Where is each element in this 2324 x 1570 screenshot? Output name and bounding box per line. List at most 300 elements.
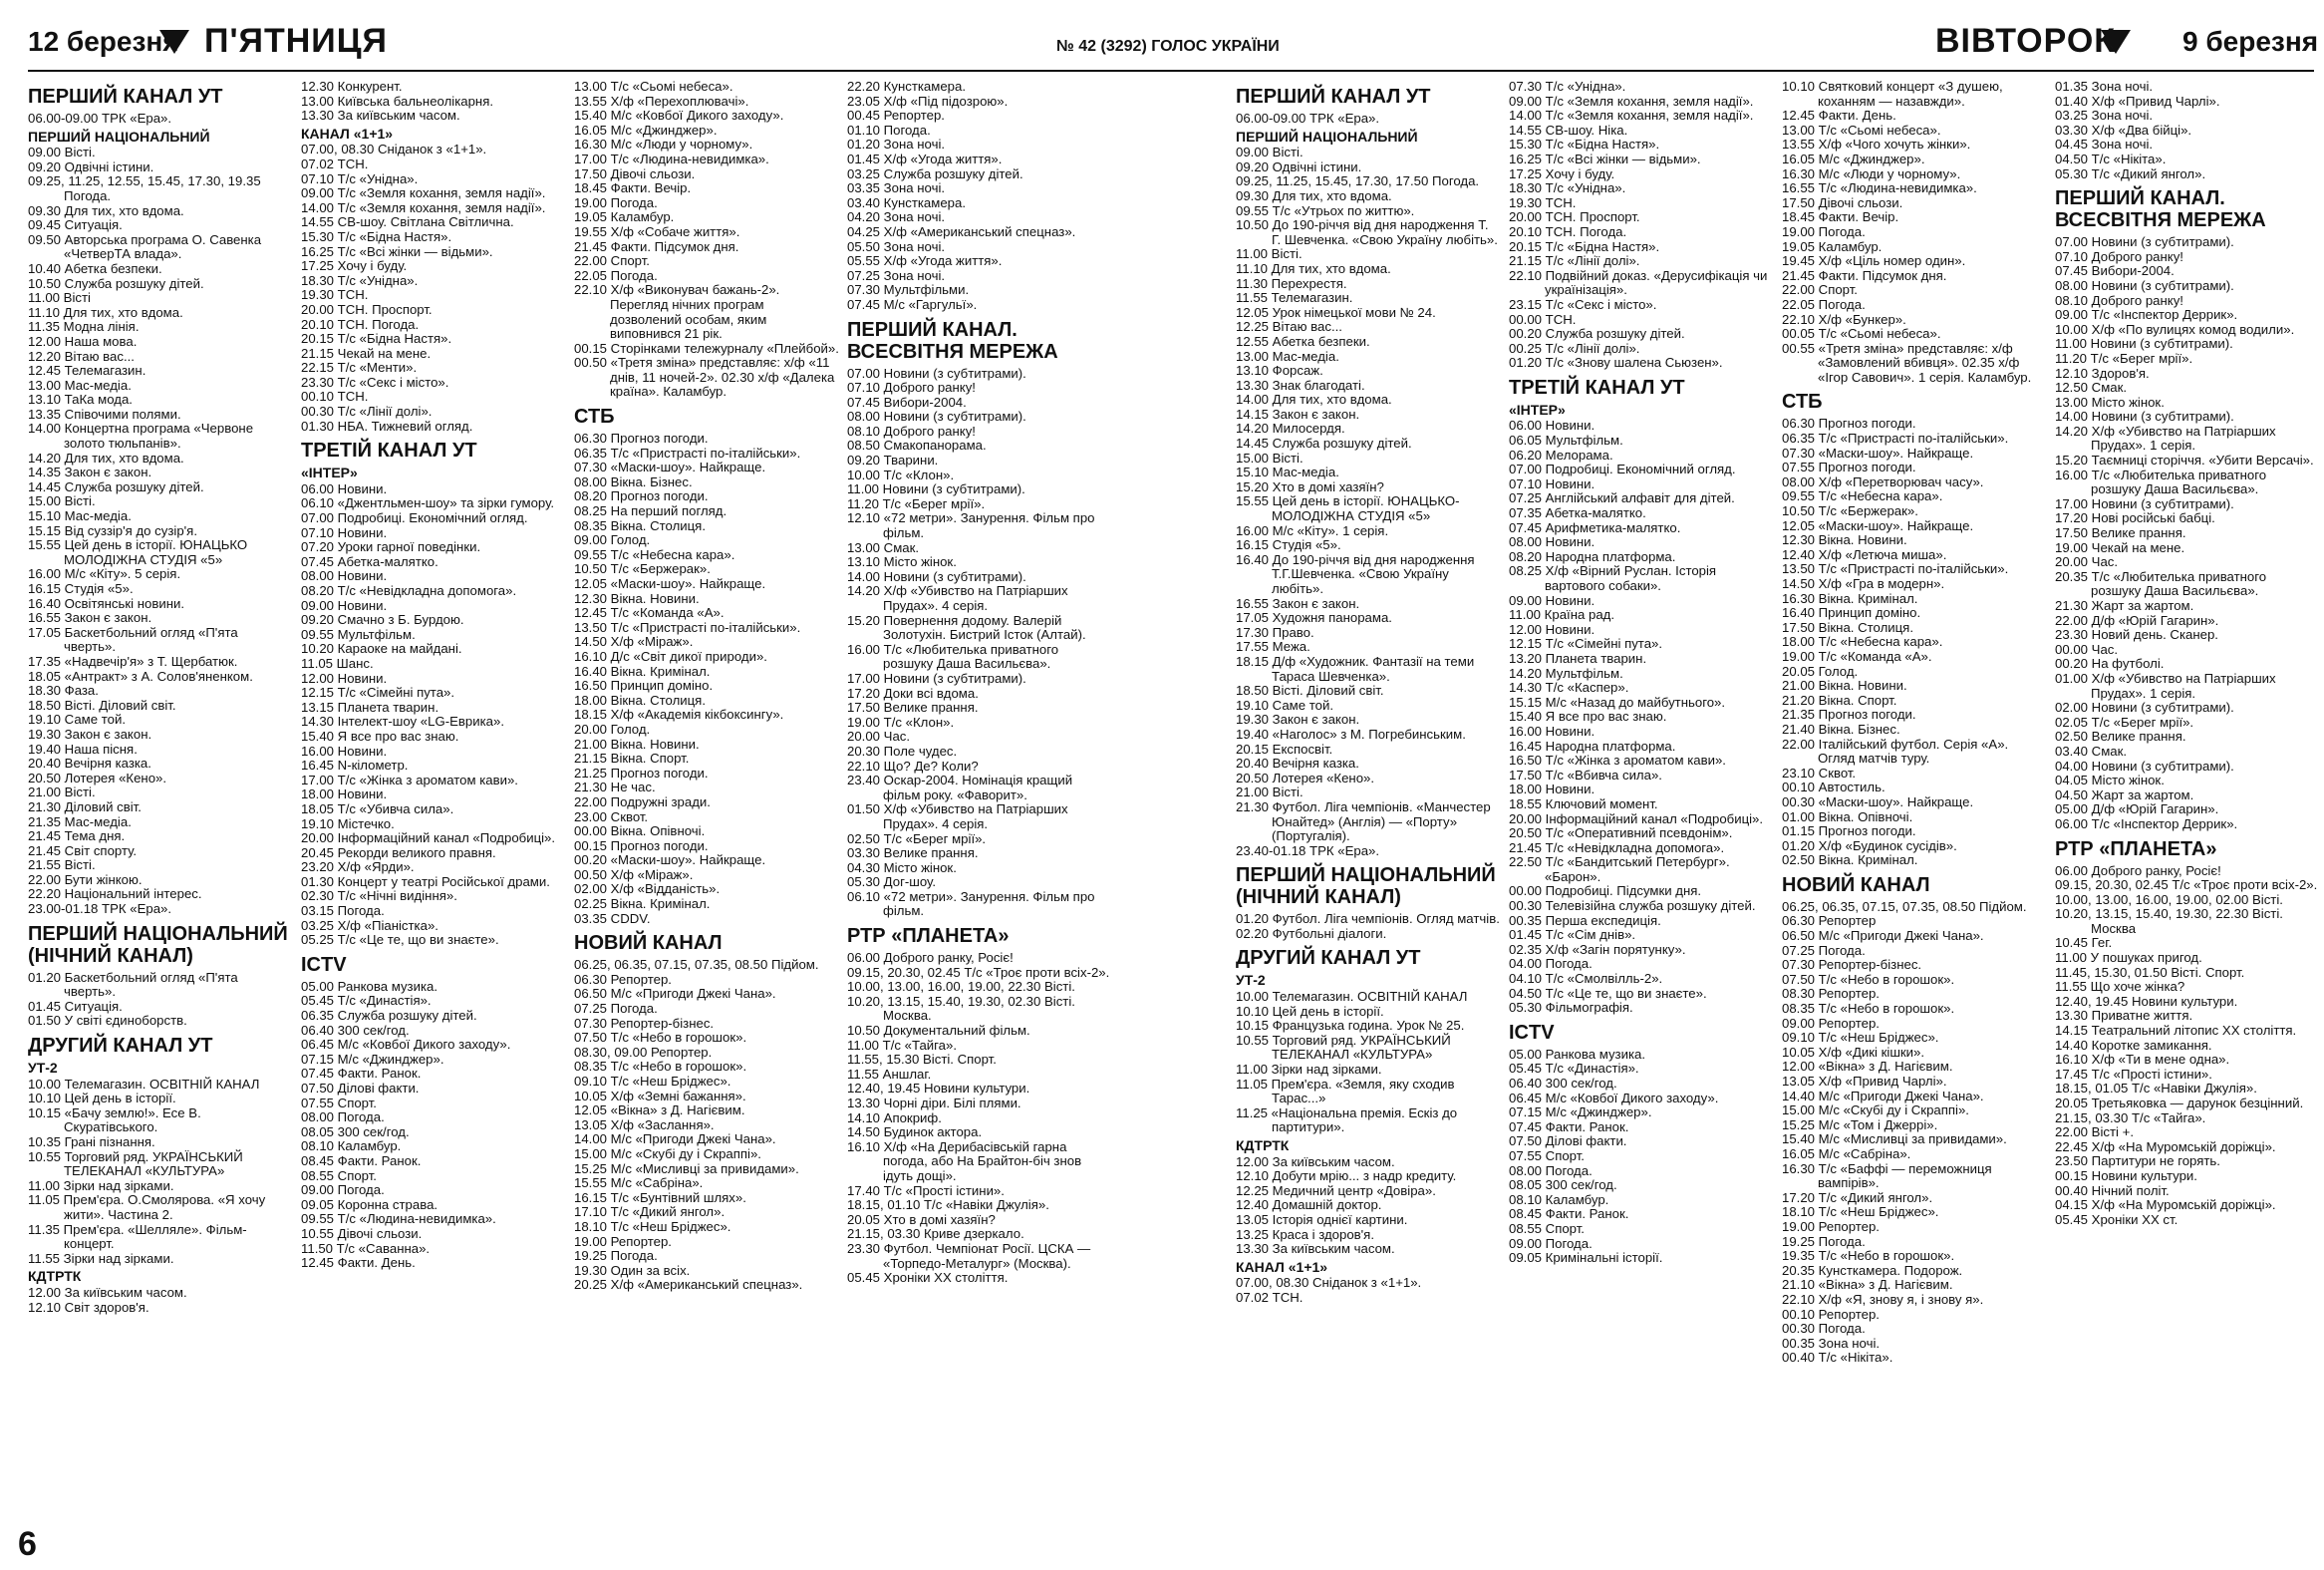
- program-line: 02.05 Т/с «Берег мрії».: [2055, 714, 2194, 730]
- program-line: 17.00 Т/с «Жінка з ароматом кави».: [301, 772, 518, 787]
- program-line: 09.55 Т/с «Небесна кара».: [574, 546, 735, 562]
- program-line: 16.50 Т/с «Жінка з ароматом кави».: [1509, 753, 1726, 769]
- program-line: 14.15 Театральний літопис XX століття.: [2055, 1023, 2297, 1039]
- program-line: 01.50 У світі єдиноборств.: [28, 1013, 187, 1029]
- program-line: 14.45 Служба розшуку дітей.: [1236, 436, 1412, 452]
- program-line: 23.40 Оскар-2004. Номінація кращий фільм року. «Фаворит».: [847, 773, 1073, 802]
- program-line: 00.55 «Третя зміна» представляє: х/ф «Замовлений вбивця». 02.35 х/ф «Ігор Савович». 1 серія. Каламбур.: [1782, 340, 2032, 385]
- program-line: 11.55 Що хоче жінка?: [2055, 979, 2185, 995]
- program-line: 08.20 Прогноз погоди.: [574, 488, 709, 504]
- program-line: 08.30, 09.00 Репортер.: [574, 1044, 713, 1060]
- program-line: 07.20 Уроки гарної поведінки.: [301, 539, 481, 555]
- program-line: 01.00 Х/ф «Убивство на Патріарших Прудах». 1 серія.: [2055, 670, 2276, 701]
- program-line: 15.30 Т/с «Бідна Настя».: [301, 228, 452, 244]
- program-line: 10.20 Караоке на майдані.: [301, 641, 462, 657]
- program-line: 15.40 Я все про вас знаю.: [1509, 709, 1667, 725]
- program-line: 09.20 Одвічні істини.: [28, 158, 154, 174]
- program-line: 21.45 Тема дня.: [28, 828, 126, 844]
- program-line: 00.00 ТСН.: [1509, 311, 1577, 327]
- program-line: 12.25 Вітаю вас...: [1236, 319, 1342, 335]
- program-line: 07.30 Репортер-бізнес.: [1782, 957, 1922, 973]
- program-line: 16.05 М/с «Джинджер».: [574, 122, 718, 138]
- program-line: 14.20 Х/ф «Убивство на Патріарших Прудах». 1 серія.: [2055, 423, 2276, 454]
- program-line: 22.10 Подвійний доказ. «Дерусифікація чи українізація».: [1509, 267, 1768, 298]
- program-line: 13.15 Планета тварин.: [301, 699, 439, 715]
- program-line: 07.15 М/с «Джинджер».: [301, 1051, 444, 1067]
- program-line: 22.00 Спорт.: [574, 253, 650, 269]
- program-line: 14.00 Новини (з субтитрами).: [2055, 409, 2234, 425]
- program-line: 07.55 Спорт.: [301, 1095, 377, 1110]
- program-line: 10.55 Торговий ряд. УКРАЇНСЬКИЙ ТЕЛЕКАНАЛ «КУЛЬТУРА»: [1236, 1032, 1451, 1063]
- program-line: 03.30 Х/ф «Два бійці».: [2055, 122, 2192, 138]
- program-line: 22.10 Х/ф «Я, знову я, і знову я».: [1782, 1291, 1984, 1307]
- column-4: [847, 80, 1112, 1286]
- program-line: 07.50 Ділові факти.: [301, 1081, 420, 1096]
- program-line: 09.00 Голод.: [574, 532, 651, 548]
- program-line: 06.30 Репортер: [1782, 913, 1877, 929]
- program-line: 21.45 Світ спорту.: [28, 842, 138, 858]
- program-line: 12.40 Х/ф «Летюча миша».: [1782, 546, 1947, 562]
- program-line: 06.35 Т/с «Пристрасті по-італійськи».: [1782, 431, 2009, 447]
- program-line: 15.40 Я все про вас знаю.: [301, 728, 459, 744]
- program-line: 11.20 Т/с «Берег мрії».: [2055, 350, 2193, 366]
- program-line: 03.25 Зона ночі.: [2055, 108, 2154, 124]
- program-line: 11.25 «Національна премія. Ескіз до партитури».: [1236, 1104, 1458, 1135]
- program-line: 19.35 Т/с «Небо в горошок».: [1782, 1248, 1955, 1264]
- program-line: 10.40 Абетка безпеки.: [28, 260, 162, 276]
- program-line: 09.25, 11.25, 12.55, 15.45, 17.30, 19.35 Погода.: [28, 173, 261, 203]
- program-line: 23.20 Х/ф «Ярди».: [301, 859, 415, 875]
- program-line: 10.00, 13.00, 16.00, 19.00, 02.00 Вісті.: [2055, 891, 2283, 907]
- program-line: 09.50 Авторська програма О. Савенка «ЧетверТА влада».: [28, 231, 262, 262]
- program-line: 20.25 Х/ф «Американський спецназ».: [574, 1277, 803, 1293]
- program-line: 11.55 Телемагазин.: [1236, 290, 1353, 306]
- program-line: 07.25 Погода.: [574, 1001, 658, 1017]
- program-line: 10.00 Х/ф «По вулицях комод водили».: [2055, 321, 2295, 337]
- right-day-title: ВІВТОРОК: [1935, 22, 2117, 60]
- program-line: 08.20 Народна платформа.: [1509, 548, 1676, 564]
- program-line: 18.50 Вісті. Діловий світ.: [28, 697, 176, 713]
- program-line: 14.45 Служба розшуку дітей.: [28, 478, 204, 494]
- program-line: 00.10 Репортер.: [1782, 1306, 1880, 1322]
- program-line: 13.50 Т/с «Пристрасті по-італійськи».: [574, 619, 801, 635]
- program-line: 07.30 «Маски-шоу». Найкраще.: [1782, 445, 1974, 461]
- program-line: 20.05 Третьяковка — дарунок безцінний.: [2055, 1096, 2304, 1110]
- program-line: 18.00 Вікна. Столиця.: [574, 692, 706, 708]
- program-line: 09.00 Вісті.: [1236, 145, 1304, 160]
- program-line: 10.50 До 190-річчя від дня народження Т. Г. Шевченка. «Свою Україну любіть».: [1236, 217, 1498, 247]
- program-line: 03.35 Зона ночі.: [847, 180, 946, 196]
- program-line: 06.45 М/с «Ковбої Дикого заходу».: [1509, 1090, 1719, 1105]
- program-line: 20.00 ТСН. Проспорт.: [301, 301, 433, 317]
- program-line: 22.00 Вісті +.: [2055, 1124, 2134, 1140]
- channel-subheading: КДТРТК: [28, 1268, 82, 1285]
- program-line: 11.05 Прем'єра. «Земля, яку сходив Тарас...»: [1236, 1076, 1455, 1106]
- program-line: 17.50 Велике прання.: [847, 700, 979, 716]
- program-line: 12.45 Факти. День.: [301, 1255, 416, 1271]
- program-line: 16.15 Студія «5».: [1236, 537, 1341, 553]
- program-line: 16.05 М/с «Джинджер».: [1782, 151, 1925, 166]
- program-line: 12.30 Вікна. Новини.: [574, 590, 700, 606]
- program-line: 08.00 Новини.: [301, 568, 388, 584]
- program-line: 09.30 Для тих, хто вдома.: [28, 202, 184, 218]
- program-line: 07.45 Арифметика-малятко.: [1509, 519, 1681, 535]
- program-line: 19.10 Саме той.: [28, 712, 126, 728]
- program-line: 11.55 Зірки над зірками.: [28, 1250, 174, 1266]
- program-line: 04.00 Погода.: [1509, 956, 1593, 972]
- program-line: 16.45 N-кілометр.: [301, 758, 409, 774]
- program-line: 06.40 300 сек/год.: [301, 1022, 410, 1038]
- program-line: 12.00 За київським часом.: [1236, 1153, 1395, 1169]
- program-line: 23.00-01.18 ТРК «Ера».: [28, 901, 172, 917]
- program-line: 15.00 Вісті.: [28, 493, 96, 509]
- program-line: 21.35 Прогноз погоди.: [1782, 707, 1916, 723]
- program-line: 15.25 М/с «Том і Джеррі».: [1782, 1116, 1938, 1132]
- program-line: 17.35 «Надвечір'я» з Т. Щербатюк.: [28, 653, 238, 669]
- program-line: 07.10 Новини.: [1509, 475, 1596, 491]
- program-line: 22.15 Т/с «Менти».: [301, 360, 418, 376]
- program-line: 09.55 Т/с «Людина-невидимка».: [301, 1211, 496, 1227]
- program-line: 23.40-01.18 ТРК «Ера».: [1236, 842, 1380, 858]
- program-line: 04.05 Місто жінок.: [2055, 773, 2165, 788]
- program-line: 06.50 М/с «Пригоди Джекі Чана».: [574, 986, 776, 1002]
- program-line: 19.30 Один за всіх.: [574, 1262, 691, 1278]
- program-line: 09.20 Смачно з Б. Бурдою.: [301, 612, 464, 628]
- program-line: 22.05 Погода.: [1782, 296, 1866, 312]
- program-line: 00.30 Телевізійна служба розшуку дітей.: [1509, 898, 1756, 914]
- program-line: 15.10 Мас-медіа.: [28, 508, 132, 524]
- program-line: 00.40 Нічний політ.: [2055, 1182, 2170, 1198]
- program-line: 12.00 За київським часом.: [28, 1284, 187, 1300]
- program-line: 12.40, 19.45 Новини культури.: [847, 1081, 1030, 1097]
- program-line: 06.35 Т/с «Пристрасті по-італійськи».: [574, 445, 801, 461]
- program-line: 19.10 Саме той.: [1236, 697, 1333, 713]
- program-line: 14.35 Закон є закон.: [28, 465, 152, 480]
- program-line: 11.00 Т/с «Тайга».: [847, 1037, 958, 1053]
- program-line: 04.50 Т/с «Нікіта».: [2055, 151, 2167, 166]
- program-line: 05.25 Т/с «Це те, що ви знаєте».: [301, 932, 499, 948]
- program-line: 09.00 Погода.: [1509, 1235, 1593, 1251]
- channel-heading: ПЕРШИЙ НАЦІОНАЛЬНИЙ (НІЧНИЙ КАНАЛ): [28, 922, 288, 967]
- program-line: 12.05 «Вікна» з Д. Нагієвим.: [574, 1102, 745, 1118]
- program-line: 15.20 Таємниці сторіччя. «Убити Версачі».: [2055, 453, 2314, 469]
- program-line: 11.00 Вісті.: [1236, 246, 1303, 262]
- program-line: 12.15 Т/с «Сімейні пута».: [1509, 636, 1663, 652]
- program-line: 21.00 Вікна. Новини.: [574, 736, 700, 752]
- program-line: 20.40 Вечірня казка.: [1236, 756, 1359, 772]
- program-line: 20.50 Т/с «Оперативний псевдонім».: [1509, 825, 1733, 841]
- program-line: 12.45 Телемагазин.: [28, 363, 146, 379]
- program-line: 13.30 Приватне життя.: [2055, 1008, 2193, 1024]
- program-line: 08.20 Т/с «Невідкладна допомога».: [301, 583, 517, 598]
- header-rule: [28, 70, 2314, 72]
- program-line: 08.25 Х/ф «Вірний Руслан. Історія вартового собаки».: [1509, 563, 1717, 593]
- program-line: 18.00 Т/с «Небесна кара».: [1782, 634, 1943, 650]
- program-line: 18.05 «Антракт» з А. Солов'яненком.: [28, 668, 253, 684]
- program-line: 02.20 Футбольні діалоги.: [1236, 925, 1387, 941]
- program-line: 13.00 Т/с «Сьомі небеса».: [574, 79, 733, 94]
- program-line: 05.00 Ранкова музика.: [1509, 1046, 1646, 1062]
- program-line: 09.45 Ситуація.: [28, 217, 123, 233]
- program-line: 16.10 Х/ф «На Дерибасівській гарна погода, або На Брайтон-біч знов ідуть дощі».: [847, 1138, 1082, 1183]
- program-line: 21.35 Мас-медіа.: [28, 813, 132, 829]
- program-line: 10.10 Цей день в історії.: [1236, 1003, 1384, 1019]
- program-line: 18.30 Т/с «Унідна».: [1509, 180, 1626, 196]
- program-line: 19.25 Погода.: [574, 1248, 658, 1264]
- program-line: 14.20 Мультфільм.: [1509, 665, 1623, 681]
- program-line: 10.35 Грані пізнання.: [28, 1134, 155, 1149]
- program-line: 17.50 Дівочі сльози.: [1782, 194, 1903, 210]
- program-line: 13.25 Краса і здоров'я.: [1236, 1226, 1374, 1242]
- program-line: 17.50 Вікна. Столиця.: [1782, 619, 1913, 635]
- program-line: 08.55 Спорт.: [1509, 1220, 1585, 1236]
- program-line: 22.00 Бути жінкою.: [28, 871, 143, 887]
- program-line: 13.50 Т/с «Пристрасті по-італійськи».: [1782, 561, 2009, 577]
- program-line: 17.30 Право.: [1236, 624, 1314, 640]
- program-line: 08.00 Х/ф «Перетворювач часу».: [1782, 473, 1984, 489]
- program-line: 06.30 Репортер.: [574, 971, 672, 987]
- program-line: 03.40 Кунсткамера.: [847, 194, 966, 210]
- channel-heading: ПЕРШИЙ НАЦІОНАЛЬНИЙ (НІЧНИЙ КАНАЛ): [1236, 864, 1496, 909]
- program-line: 13.30 За київським часом.: [301, 108, 460, 124]
- program-line: 15.55 М/с «Сабріна».: [574, 1175, 704, 1191]
- program-line: 14.00 Т/с «Земля кохання, земля надії».: [301, 199, 546, 215]
- program-line: 23.05 Х/ф «Під підозрою».: [847, 93, 1009, 109]
- program-line: 05.50 Зона ночі.: [847, 238, 946, 254]
- program-line: 12.50 Смак.: [2055, 380, 2128, 396]
- program-line: 00.20 Служба розшуку дітей.: [1509, 326, 1685, 342]
- program-line: 07.55 Спорт.: [1509, 1147, 1585, 1163]
- program-line: 12.05 «Маски-шоу». Найкраще.: [1782, 517, 1974, 533]
- program-line: 13.00 Мас-медіа.: [1236, 348, 1339, 364]
- program-line: 03.40 Смак.: [2055, 743, 2128, 759]
- program-line: 11.50 Т/с «Саванна».: [301, 1240, 431, 1256]
- program-line: 02.50 Т/с «Берег мрії».: [847, 830, 987, 846]
- program-line: 00.25 Т/с «Лінії долі».: [1509, 340, 1640, 356]
- channel-subheading: ПЕРШИЙ НАЦІОНАЛЬНИЙ: [1236, 128, 1418, 145]
- program-line: 14.00 Для тих, хто вдома.: [1236, 392, 1392, 408]
- program-line: 16.30 Вікна. Кримінал.: [1782, 590, 1918, 606]
- program-line: 11.10 Для тих, хто вдома.: [1236, 260, 1391, 276]
- program-line: 14.20 Милосердя.: [1236, 421, 1345, 437]
- program-line: 09.25, 11.25, 15.45, 17.30, 17.50 Погода.: [1236, 173, 1480, 189]
- program-line: 17.20 Т/с «Дикий янгол».: [1782, 1189, 1933, 1205]
- program-line: 02.35 Х/ф «Загін порятунку».: [1509, 941, 1686, 957]
- program-line: 09.10 Т/с «Неш Бріджес».: [574, 1074, 731, 1089]
- program-line: 05.30 Фільмографія.: [1509, 1000, 1633, 1016]
- program-line: 11.05 Прем'єра. О.Смолярова. «Я хочу жити». Частина 2.: [28, 1192, 266, 1222]
- program-line: 00.45 Репортер.: [847, 108, 945, 124]
- program-line: 16.55 Т/с «Людина-невидимка».: [1782, 180, 1977, 196]
- program-line: 09.00 Т/с «Земля кохання, земля надії».: [301, 185, 546, 201]
- program-line: 11.30 Перехрестя.: [1236, 275, 1347, 291]
- left-day-title: П'ЯТНИЦЯ: [204, 22, 388, 60]
- program-line: 01.50 Х/ф «Убивство на Патріарших Прудах». 4 серія.: [847, 801, 1068, 831]
- program-line: 08.05 300 сек/год.: [301, 1123, 410, 1139]
- program-line: 10.00 Телемагазин. ОСВІТНІЙ КАНАЛ: [1236, 989, 1468, 1005]
- program-line: 14.55 СВ-шоу. Ніка.: [1509, 122, 1628, 138]
- program-line: 10.10 Святковий концерт «З душею, коханням — назавжди».: [1782, 79, 2003, 109]
- program-line: 13.10 ТаКа мода.: [28, 392, 133, 408]
- program-line: 14.30 Інтелект-шоу «LG-Еврика».: [301, 714, 505, 730]
- program-line: 09.00 Вісті.: [28, 145, 96, 160]
- program-line: 08.05 300 сек/год.: [1509, 1177, 1617, 1193]
- program-line: 06.00 Новини.: [301, 480, 388, 496]
- channel-heading: НОВИЙ КАНАЛ: [1782, 873, 1930, 896]
- program-line: 08.00 Новини.: [1509, 534, 1596, 550]
- program-line: 09.15, 20.30, 02.45 Т/с «Троє проти всіх-2».: [2055, 877, 2318, 893]
- program-line: 19.05 Каламбур.: [1782, 238, 1883, 254]
- program-line: 19.30 ТСН.: [301, 287, 369, 303]
- column-1: [28, 80, 293, 1315]
- program-line: 22.00 Італійський футбол. Серія «А». Огляд матчів туру.: [1782, 736, 2009, 767]
- program-line: 07.10 Доброго ранку!: [847, 380, 976, 396]
- program-line: 02.50 Вікна. Кримінал.: [1782, 852, 1918, 868]
- program-line: 16.50 Принцип доміно.: [574, 678, 714, 694]
- program-line: 09.10 Т/с «Неш Бріджес».: [1782, 1030, 1939, 1046]
- program-line: 23.50 Партитури не горять.: [2055, 1153, 2220, 1169]
- program-line: 12.10 Здоров'я.: [2055, 365, 2150, 381]
- program-line: 01.20 Х/ф «Будинок сусідів».: [1782, 837, 1957, 853]
- program-line: 04.45 Зона ночі.: [2055, 137, 2154, 153]
- program-line: 01.40 Х/ф «Привид Чарлі».: [2055, 93, 2220, 109]
- program-line: 13.05 Х/ф «Привид Чарлі».: [1782, 1074, 1947, 1089]
- channel-subheading: УТ-2: [1236, 972, 1266, 989]
- program-line: 12.10 Добути мрію... з надр кредиту.: [1236, 1168, 1457, 1184]
- program-line: 10.05 Х/ф «Земні бажання».: [574, 1088, 746, 1103]
- program-line: 12.05 Урок німецької мови № 24.: [1236, 304, 1436, 320]
- program-line: 20.00 Час.: [2055, 554, 2119, 570]
- program-line: 00.40 Т/с «Нікіта».: [1782, 1350, 1893, 1366]
- channel-subheading: «ІНТЕР»: [301, 465, 358, 481]
- program-line: 04.25 Х/ф «Американський спецназ».: [847, 223, 1076, 239]
- program-line: 13.20 Планета тварин.: [1509, 650, 1647, 666]
- program-line: 09.00 Погода.: [301, 1182, 385, 1198]
- program-line: 21.10 «Вікна» з Д. Нагієвим.: [1782, 1277, 1953, 1293]
- column-2: [301, 80, 566, 1271]
- program-line: 10.15 Французька година. Урок № 25.: [1236, 1018, 1465, 1034]
- program-line: 23.30 Футбол. Чемпіонат Росії. ЦСКА — «Торпедо-Металург» (Москва).: [847, 1240, 1091, 1271]
- program-line: 06.25, 06.35, 07.15, 07.35, 08.50 Підйом.: [574, 957, 819, 973]
- program-line: 07.15 М/с «Джинджер».: [1509, 1104, 1652, 1120]
- program-line: 17.00 Новини (з субтитрами).: [847, 670, 1026, 686]
- program-line: 17.05 Баскетбольний огляд «П'ята чверть».: [28, 624, 238, 655]
- program-line: 05.45 Хроніки XX ст.: [2055, 1211, 2179, 1227]
- program-line: 04.15 Х/ф «На Муромській доріжці».: [2055, 1197, 2276, 1213]
- program-line: 05.45 Т/с «Династія».: [1509, 1061, 1639, 1077]
- program-line: 14.50 Х/ф «Міраж».: [574, 634, 694, 650]
- program-line: 11.00 Новини (з субтитрами).: [2055, 336, 2233, 352]
- program-line: 14.50 Будинок актора.: [847, 1124, 983, 1140]
- program-line: 16.05 М/с «Сабріна».: [1782, 1145, 1911, 1161]
- program-line: 12.45 Факти. День.: [1782, 108, 1896, 124]
- program-line: 18.00 Новини.: [1509, 782, 1596, 797]
- program-line: 01.30 НБА. Тижневий огляд.: [301, 418, 473, 434]
- program-line: 06.45 М/с «Ковбої Дикого заходу».: [301, 1037, 511, 1053]
- program-line: 07.45 Факти. Ранок.: [301, 1066, 422, 1082]
- program-line: 15.00 М/с «Скубі ду і Скраппі».: [574, 1145, 761, 1161]
- program-line: 13.30 За київським часом.: [1236, 1241, 1395, 1257]
- program-line: 06.05 Мультфільм.: [1509, 433, 1623, 449]
- program-line: 20.00 Інформаційний канал «Подробиці».: [1509, 810, 1764, 826]
- program-line: 20.00 Голод.: [574, 721, 651, 737]
- program-line: 15.15 Від суззір'я до сузір'я.: [28, 522, 197, 538]
- program-line: 14.00 Концертна програма «Червоне золото тюльпанів».: [28, 421, 254, 452]
- program-line: 16.00 М/с «Кіту». 5 серія.: [28, 566, 181, 582]
- channel-heading: ICTV: [301, 953, 347, 976]
- issue-label: № 42 (3292) ГОЛОС УКРАЇНИ: [1056, 38, 1280, 55]
- program-line: 10.20, 13.15, 15.40, 19.30, 22.30 Вісті. Москва: [2055, 906, 2283, 936]
- program-line: 06.30 Прогноз погоди.: [1782, 416, 1916, 432]
- program-line: 00.50 Х/ф «Міраж».: [574, 866, 694, 882]
- program-line: 17.10 Т/с «Дикий янгол».: [574, 1204, 726, 1220]
- program-line: 20.40 Вечірня казка.: [28, 756, 151, 772]
- program-line: 10.55 Торговий ряд. УКРАЇНСЬКИЙ ТЕЛЕКАНАЛ «КУЛЬТУРА»: [28, 1148, 243, 1179]
- program-line: 08.00 Новини (з субтитрами).: [847, 409, 1026, 425]
- program-line: 19.40 Наша пісня.: [28, 741, 138, 757]
- program-line: 16.00 Новини.: [1509, 723, 1596, 739]
- program-line: 07.50 Т/с «Небо в горошок».: [1782, 971, 1955, 987]
- program-line: 12.10 «72 метри». Занурення. Фільм про фільм.: [847, 510, 1095, 541]
- program-line: 17.50 Т/с «Вбивча сила».: [1509, 767, 1662, 783]
- program-line: 02.30 Т/с «Нічні видіння».: [301, 888, 457, 904]
- program-line: 19.40 «Наголос» з М. Погребинським.: [1236, 726, 1466, 742]
- program-line: 21.55 Вісті.: [28, 857, 96, 873]
- program-line: 05.55 Х/ф «Угода життя».: [847, 253, 1003, 269]
- program-line: 18.15, 01.10 Т/с «Навіки Джулія».: [847, 1197, 1049, 1213]
- program-line: 13.00 Місто жінок.: [2055, 394, 2165, 410]
- page-number: 6: [18, 1525, 37, 1563]
- program-line: 19.30 ТСН.: [1509, 194, 1577, 210]
- channel-heading: ICTV: [1509, 1021, 1555, 1044]
- program-line: 18.15 Х/ф «Академія кікбоксингу».: [574, 707, 784, 723]
- program-line: 09.15, 20.30, 02.45 Т/с «Троє проти всіх-2».: [847, 964, 1110, 980]
- program-line: 16.00 Новини.: [301, 743, 388, 759]
- channel-heading: НОВИЙ КАНАЛ: [574, 932, 723, 955]
- program-line: 20.35 Т/с «Любителька приватного розшуку Даша Васильєва».: [2055, 568, 2267, 599]
- right-date: 9 березня: [2182, 26, 2319, 57]
- program-line: 08.10 Доброго ранку!: [2055, 292, 2183, 308]
- column-7: [1782, 80, 2047, 1366]
- program-line: 15.20 Хто в домі хазяїн?: [1236, 478, 1384, 494]
- program-line: 00.10 ТСН.: [301, 389, 369, 405]
- program-line: 11.05 Шанс.: [301, 655, 374, 671]
- program-line: 07.50 Ділові факти.: [1509, 1133, 1627, 1149]
- program-line: 20.15 Т/с «Бідна Настя».: [301, 331, 452, 347]
- program-line: 12.25 Медичний центр «Довіра».: [1236, 1182, 1436, 1198]
- program-line: 19.30 Закон є закон.: [28, 726, 152, 742]
- program-line: 16.15 Студія «5».: [28, 581, 134, 596]
- page-header: [0, 0, 2324, 72]
- program-line: 00.30 Т/с «Лінії долі».: [301, 404, 433, 420]
- program-line: 17.05 Художня панорама.: [1236, 610, 1392, 626]
- program-line: 07.25 Зона ночі.: [847, 267, 946, 283]
- program-line: 10.00 Телемагазин. ОСВІТНІЙ КАНАЛ: [28, 1076, 260, 1092]
- program-line: 23.30 Новий день. Сканер.: [2055, 627, 2218, 643]
- program-line: 16.30 Т/с «Баффі — переможниця вампірів».: [1782, 1160, 1992, 1191]
- program-line: 09.05 Кримінальні історії.: [1509, 1250, 1663, 1266]
- program-line: 15.20 Повернення додому. Валерій Золотухін. Бистрий Істок (Алтай).: [847, 612, 1086, 643]
- program-line: 06.00-09.00 ТРК «Ера».: [1236, 111, 1380, 126]
- program-line: 13.00 Київська бальнеолікарня.: [301, 93, 494, 109]
- program-line: 09.00 Т/с «Інспектор Деррик».: [2055, 307, 2238, 323]
- program-line: 00.20 На футболі.: [2055, 656, 2165, 672]
- program-line: 07.10 Доброго ранку!: [2055, 248, 2183, 264]
- program-line: 13.35 Співочими полями.: [28, 406, 181, 422]
- program-line: 19.00 Репортер.: [1782, 1218, 1880, 1234]
- program-line: 15.55 Цей день в історії. ЮНАЦЬКО МОЛОДІЖНА СТУДІЯ «5»: [28, 537, 248, 567]
- program-line: 06.30 Прогноз погоди.: [574, 431, 709, 447]
